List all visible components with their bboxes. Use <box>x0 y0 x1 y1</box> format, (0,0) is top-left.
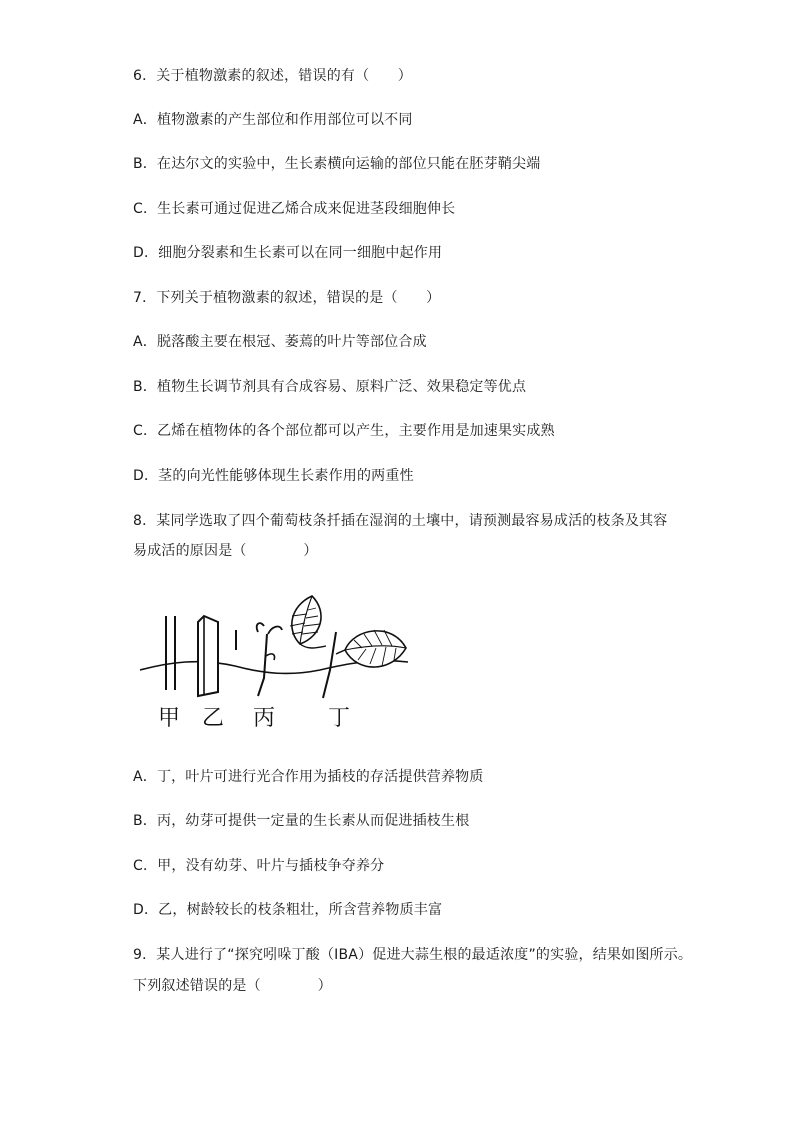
q8-option-d: D．乙，树龄较长的枝条粗壮，所含营养物质丰富 <box>133 902 443 918</box>
figure-label-jia: 甲 <box>158 706 181 731</box>
cuttings-figure <box>140 588 420 738</box>
q8-option-c: C．甲，没有幼芽、叶片与插枝争夺养分 <box>133 858 385 874</box>
q7-option-c: C．乙烯在植物体的各个部位都可以产生，主要作用是加速果实成熟 <box>133 423 555 439</box>
cutting-jia <box>166 616 175 690</box>
q9-stem-line1: 9．某人进行了“探究吲哚丁酸（IBA）促进大蒜生根的最适浓度”的实验，结果如图所示。 <box>133 947 693 963</box>
q6-option-a: A．植物激素的产生部位和作用部位可以不同 <box>133 112 413 128</box>
q7-option-b: B．植物生长调节剂具有合成容易、原料广泛、效果稳定等优点 <box>133 379 527 395</box>
q7-stem: 7．下列关于植物激素的叙述，错误的是（ ） <box>133 290 441 306</box>
q7-option-d: D．茎的向光性能够体现生长素作用的两重性 <box>133 468 414 484</box>
q9-stem-line2: 下列叙述错误的是（ ） <box>133 978 332 994</box>
q6-stem: 6．关于植物激素的叙述，错误的有（ ） <box>133 68 412 84</box>
cutting-yi <box>198 616 236 696</box>
q8-stem-line2: 易成活的原因是（ ） <box>133 543 318 559</box>
q7-option-a: A．脱落酸主要在根冠、萎蔫的叶片等部位合成 <box>133 334 427 350</box>
figure-label-ding: 丁 <box>328 706 351 731</box>
q6-option-c: C．生长素可通过促进乙烯合成来促进茎段细胞伸长 <box>133 201 456 217</box>
figure-label-bing: 丙 <box>253 706 276 731</box>
q8-option-b: B．丙，幼芽可提供一定量的生长素从而促进插枝生根 <box>133 813 470 829</box>
q8-stem-line1: 8．某同学选取了四个葡萄枝条扦插在湿润的土壤中，请预测最容易成活的枝条及其容 <box>133 513 668 529</box>
figure-label-yi: 乙 <box>202 706 225 731</box>
q6-option-d: D．细胞分裂素和生长素可以在同一细胞中起作用 <box>133 245 443 261</box>
cutting-bing <box>257 623 282 696</box>
q6-option-b: B．在达尔文的实验中，生长素横向运输的部位只能在胚芽鞘尖端 <box>133 156 541 172</box>
cutting-ding <box>290 596 406 698</box>
q8-option-a: A．丁，叶片可进行光合作用为插枝的存活提供营养物质 <box>133 769 484 785</box>
